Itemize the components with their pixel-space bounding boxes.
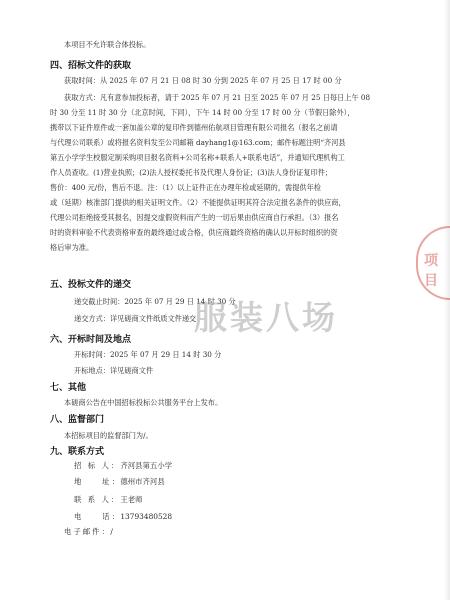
section4-method-line: 与代理公司联系）或将报名资料发至公司邮箱 dayhang1@163.com；邮件标题注明“齐河县 [50, 138, 346, 147]
section9-title: 九、联系方式 [50, 447, 105, 457]
section5-deadline: 递交截止时间：2025 年 07 月 29 日 14 时 30 分 [74, 297, 236, 306]
contact-label: 电子邮件： [64, 527, 111, 536]
section6-place: 开标地点：详见磋商文件 [74, 366, 154, 375]
section4-method-line: 获取方式：凡有意参加投标者，请于 2025 年 07 月 21 日至 2025 年 07 月 25 日每日上午 08 [64, 93, 371, 102]
section4-method-line: 携带以下证件原件或一套加盖公章的复印件到德州佑航项目管理有限公司报名（报名之前请 [50, 123, 338, 132]
section4-method-line: 时的资料审验不代表资格审查的最终通过或合格，供应商最终资格的确认以开标时组织的资 [50, 228, 338, 237]
stamp-char: 项目 [424, 253, 438, 289]
section8-text: 本招标项目的监督部门为/。 [64, 431, 153, 440]
contact-row-email [64, 526, 113, 537]
section4-method-line: 格后审为准。 [50, 243, 94, 252]
contact-label: 地 址： [74, 477, 121, 486]
watermark: 服装八场 [194, 298, 338, 337]
section7-text: 本磋商公告在中国招标投标公共服务平台上发布。 [64, 398, 223, 407]
section8-title: 八、监督部门 [50, 415, 105, 425]
contact-value: 德州市齐河县 [120, 477, 165, 486]
contact-value: 王老师 [120, 495, 143, 504]
contact-label: 联 系 人： [74, 495, 121, 504]
scan-edge-shadow [444, 0, 450, 600]
section4-method-line: 或（延期）核准部门提供的相关证明文件。（2）不能提供证明其符合法定报名条件的供应商， [50, 198, 346, 207]
section4-method-line: 作人员查收。(1)营业执照；(2)法人授权委托书及代理人身份证；(3)法人身份证复印件； [50, 168, 333, 177]
section4-method-line: 售价：400 元/份，售后不退。注：（1）以上证件正在办理年检或延期的，需提供年检 [50, 183, 321, 192]
section4-title: 四、招标文件的获取 [50, 61, 132, 71]
section4-time: 获取时间：从 2025 年 07 月 21 日 08 时 30 分到 2025 年 07 月 25 日 17 时 00 分 [64, 76, 342, 85]
section4-method-line: 代理公司拒绝接受其报名，因提交虚假资料而产生的一切后果由供应商自行承担。（3）报名 [50, 213, 339, 222]
contact-row-tenderer [74, 460, 172, 471]
section7-title: 七、其他 [50, 383, 87, 393]
contact-label: 招 标 人： [74, 461, 121, 470]
section6-title: 六、开标时间及地点 [50, 335, 132, 345]
contact-value: / [110, 527, 113, 536]
contact-row-person [74, 494, 143, 505]
section5-method: 递交方式：详见磋商文件纸质文件递交 [74, 314, 197, 323]
contact-value: 13793480528 [120, 512, 173, 521]
contact-value: 齐河县第五小学 [120, 461, 173, 470]
section4-method-line: 时 30 分至 11 时 30 分（北京时间，下同），下午 14 时 00 分至 17 时 00 分（节假日除外）， [50, 108, 355, 117]
section4-method-line: 第五小学学生校服定制采购项目报名资料+公司名称+联系人+联系电话”，并通知代理机构工 [50, 153, 345, 162]
contact-label: 电 话： [74, 512, 121, 521]
section5-title: 五、投标文件的递交 [50, 280, 132, 290]
intro-text: 本项目不允许联合体投标。 [64, 40, 151, 49]
contact-row-address [74, 476, 165, 487]
section6-time: 开标时间：2025 年 07 月 29 日 14 时 30 分 [74, 350, 222, 359]
contact-row-phone [74, 511, 172, 522]
